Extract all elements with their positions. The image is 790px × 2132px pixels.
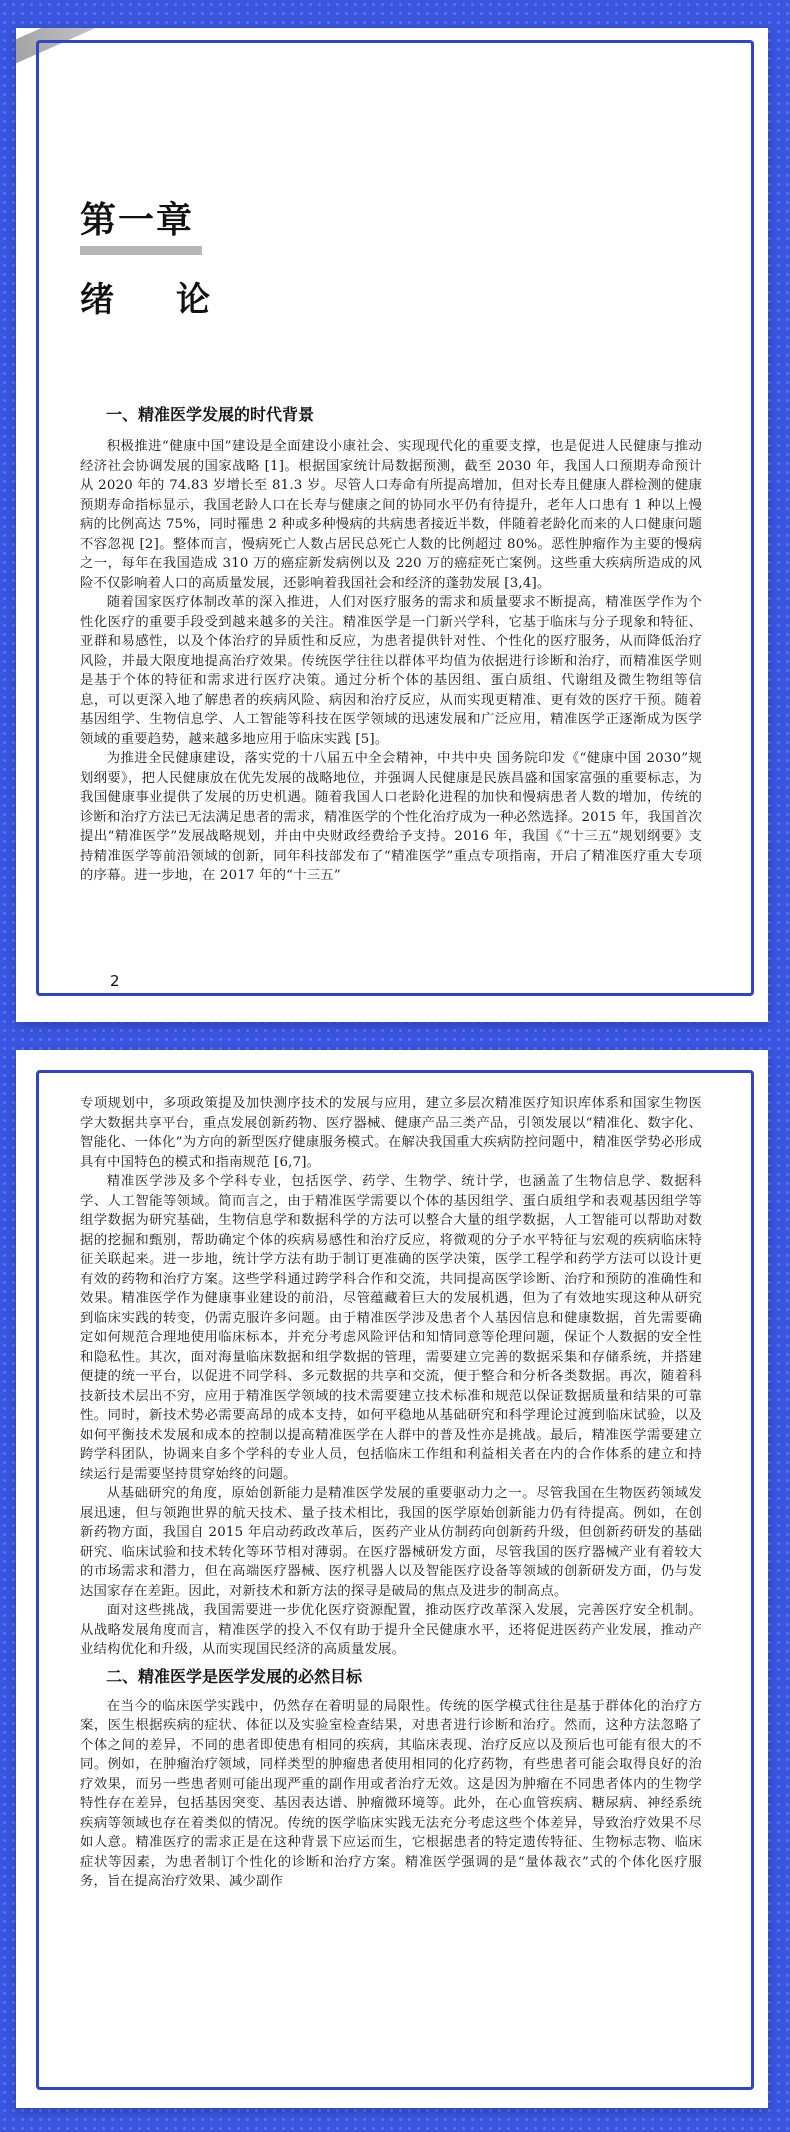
chapter-number: 第一章 (80, 199, 195, 241)
paragraph: 面对这些挑战，我国需要进一步优化医疗资源配置，推动医疗改革深入发展，完善医疗安全机制。从战略发展角度而言，精准医学的投入不仅有助于提升全民健康水平，还将促进医药产业发展，推动产业结构优化和升级，从而实现国民经济的高质量发展。 (80, 1603, 702, 1657)
paragraph: 为推进全民健康建设，落实党的十八届五中全会精神，中共中央 国务院印发《“健康中国 2030”规划纲要》，把人民健康放在优先发展的战略地位，并强调人民健康是民族昌盛和国家富强的重要标志，为我国健康事业提供了发展的历史机遇。随着我国人口老龄化进程的加快和慢病患者人数的增加，传统的诊断和治疗方法已无法满足患者的需求，精准医学的个性化治疗成为一种必然选择。2015 年，我国首次提出“精准医学”发展战略规划，并由中央财政经费给予支持。2016 年，我国《“十三五”规划纲要》支持精准医学等前沿领域的创新，同年科技部发布了“精准医学”重点专项指南，开启了精准医疗重大专项的序幕。进一步地，在 2017 年的“十三五” (80, 751, 702, 883)
paragraph: 在当今的临床医学实践中，仍然存在着明显的局限性。传统的医学模式往往是基于群体化的治疗方案，医生根据疾病的症状、体征以及实验室检查结果，对患者进行诊断和治疗。然而，这种方法忽略了个体之间的差异，不同的患者即使患有相同的疾病，其临床表现、治疗反应以及预后也可能有很大的不同。例如，在肿瘤治疗领域，同样类型的肿瘤患者使用相同的化疗药物，有些患者可能会取得良好的治疗效果，而另一些患者则可能出现严重的副作用或者治疗无效。这是因为肿瘤在不同患者体内的生物学特性存在差异，包括基因突变、基因表达谱、肿瘤微环境等。此外，在心血管疾病、糖尿病、神经系统疾病等领域也存在着类似的情况。传统的医学临床实践无法充分考虑这些个体差异，导致治疗效果不尽如人意。精准医疗的需求正是在这种背景下应运而生，它根据患者的特定遗传特征、生物标志物、临床症状等因素，为患者制订个性化的诊断和治疗方案。精准医学强调的是“量体裁衣”式的个体化医疗服务，旨在提高治疗效果、减少副作 (80, 1698, 702, 1889)
paragraph: 积极推进“健康中国”建设是全面建设小康社会、实现现代化的重要支撑，也是促进人民健康与推动经济社会协调发展的国家战略 [1]。根据国家统计局数据预测，截至 2030 年，我国人口预期寿命预计从 2020 年的 74.83 岁增长至 81.3 岁。尽管人口寿命有所提高增加，但对长寿且健康人群检测的健康预期寿命指标显示，我国老龄人口在长寿与健康之间的协同水平仍有待提升，老年人口患有 1 种以上慢病的比例高达 75%，同时罹患 2 种或多种慢病的共病患者接近半数，伴随着老龄化而来的人口健康问题不容忽视 [2]。整体而言，慢病死亡人数占居民总死亡人数的比例超过 80%。恶性肿瘤作为主要的慢病之一，每年在我国造成 310 万的癌症新发病例以及 220 万的癌症死亡案例。这些重大疾病所造成的风险不仅影响着人口的高质量发展，还影响着我国社会和经济的蓬勃发展 [3,4]。 (80, 439, 702, 591)
paragraph: 随着国家医疗体制改革的深入推进，人们对医疗服务的需求和质量要求不断提高，精准医学作为个性化医疗的重要手段受到越来越多的关注。精准医学是一门新兴学科，它基于临床与分子现象和特征、亚群和易感性，以及个体治疗的异质性和反应，为患者提供针对性、个性化的医疗服务，从而降低治疗风险，并最大限度地提高治疗效果。传统医学往往以群体平均值为依据进行诊断和治疗，而精准医学则是基于个体的特征和需求进行医疗决策。通过分析个体的基因组、蛋白质组、代谢组及微生物组等信息，可以更深入地了解患者的疾病风险、病因和治疗反应，从而实现更精准、更有效的医疗干预。随着基因组学、生物信息学、人工智能等科技在医学领域的迅速发展和广泛应用，精准医学正逐渐成为医学领域的重要趋势，越来越多地应用于临床实践 [5]。 (80, 595, 702, 747)
book-page-1 (16, 28, 768, 1022)
section-heading-1: 一、精准医学发展的时代背景 (106, 405, 315, 424)
chapter-divider-bar (80, 246, 202, 255)
paragraph: 从基础研究的角度，原始创新能力是精准医学发展的重要驱动力之一。尽管我国在生物医药领域发展迅速，但与领跑世界的航天技术、量子技术相比，我国的医学原始创新能力仍有待提高。例如，在创新药物方面，我国自 2015 年启动药政改革后，医药产业从仿制药向创新药升级，但创新药研发的基础研究、临床试验和技术转化等环节相对薄弱。在医疗器械研发方面，尽管我国的医疗器械产业有着较大的市场需求和潜力，但在高端医疗器械、医疗机器人以及智能医疗设备等领域的创新研发方面，仍与发达国家存在差距。因此，对新技术和新方法的探寻是破局的焦点及进步的制高点。 (80, 1486, 702, 1599)
page-2-body (80, 1094, 702, 1892)
section-heading-2: 二、精准医学是医学发展的必然目标 (106, 1666, 363, 1686)
page-number: 2 (110, 972, 120, 990)
paragraph: 精准医学涉及多个学科专业，包括医学、药学、生物学、统计学，也涵盖了生物信息学、数据科学、人工智能等领域。简而言之，由于精准医学需要以个体的基因组学、蛋白质组学和表观基因组学等组学数据为研究基础，生物信息学和数据科学的方法可以整合大量的组学数据，人工智能可以帮助对数据的挖掘和甄别，帮助确定个体的疾病易感性和治疗反应，将微观的分子水平特征与宏观的疾病临床特征关联起来。进一步地，统计学方法有助于制订更准确的医学决策，医学工程学和药学方法可以设计更有效的药物和治疗方案。这些学科通过跨学科合作和交流，共同提高医学诊断、治疗和预防的准确性和效果。精准医学作为健康事业建设的前沿，尽管蕴藏着巨大的发展机遇，但为了有效地实现这种从研究到临床实践的转变，仍需克服许多问题。由于精准医学涉及患者个人基因信息和健康数据，首先需要确定如何规范合理地使用临床标本，并充分考虑风险评估和知情同意等伦理问题，保证个人数据的安全性和隐私性。其次，面对海量临床数据和组学数据的管理，需要建立完善的数据采集和存储系统，并搭建便捷的统一平台，以促进不同学科、多元数据的共享和交流，便于整合和分析各类数据。再次，随着科技新技术层出不穷，应用于精准医学领域的技术需要建立技术标准和规范以保证数据质量和结果的可靠性。同时，新技术势必需要高昂的成本支持，如何平稳地从基础研究和科学理论过渡到临床试验，以及如何平衡技术发展和成本的控制以提高精准医学在人群中的普及性亦是挑战。最后，精准医学需要建立跨学科团队，协调来自多个学科的专业人员，包括临床工作组和利益相关者在内的合作体系的建立和持续运行是需要坚持贯穿始终的问题。 (80, 1174, 702, 1482)
chapter-title: 绪论 (80, 280, 272, 320)
page-1-body (80, 402, 702, 886)
paragraph-continued: 专项规划中，多项政策提及加快测序技术的发展与应用，建立多层次精准医疗知识库体系和国家生物医学大数据共享平台，重点发展创新药物、医疗器械、健康产品三类产品，引领发展以“精准化、数字化、智能化、一体化”为方向的新型医疗健康服务模式。在解决我国重大疾病防控问题中，精准医学势必形成具有中国特色的模式和指南规范 [6,7]。 (80, 1096, 702, 1170)
book-page-2 (16, 1050, 768, 2108)
